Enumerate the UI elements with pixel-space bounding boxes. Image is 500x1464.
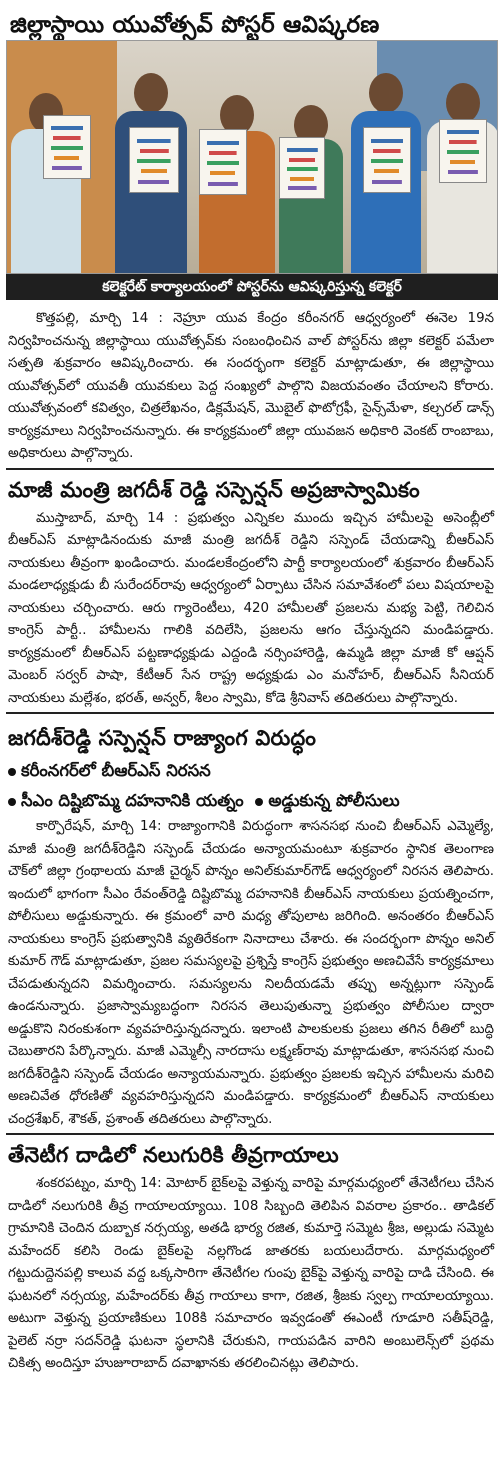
story1-photo <box>6 40 498 274</box>
story3-body: కార్పొరేషన్, మార్చి 14: రాజ్యాంగానికి విరుద్ధంగా శాసనసభ నుంచి బీఆర్‌ఎస్ ఎమ్మెల్యే, మాజీ మంత్రి జగదీశ్‌రెడ్డిని సస్పెండ్ చేయడం అన్యాయమంటూ శుక్రవారం స్థానిక తెలంగాణ చౌక్‌లో జిల్లా గ్రంథాలయ మాజీ చైర్మన్ పొన్నం అనిల్‌కుమార్‌గౌడ్ ఆధ్వర్యంలో నిరసన తెలిపారు. ఇందులో భాగంగా సీఎం రేవంత్‌రెడ్డి దిష్టిబొమ్మ దహనానికి బీఆర్‌ఎస్ నాయకులు ప్రయత్నించగా, పోలీసులు అడ్డుకున్నారు. ఈ క్రమంలో వారి మధ్య తోపులాట జరిగింది. అనంతరం బీఆర్‌ఎస్ నాయకులు కాంగ్రెస్ ప్రభుత్వానికి వ్యతిరేకంగా నినాదాలు చేశారు. ఈ సందర్భంగా పొన్నం అనిల్ కుమార్ గౌడ్ మాట్లాడుతూ, ప్రజల సమస్యలపై ప్రశ్నిస్తే కాంగ్రెస్ ప్రభుత్వం అణచివేసే కార్యక్రమాలు చేపడుతున్నదని విమర్శించారు. సమస్యలను నిలదీయడమే తప్పు అన్నట్లుగా సస్పెండ్ ఉండనున్నారు. ప్రజాస్వామ్యబద్ధంగా నిరసన తెలుపుతున్నా ప్రభుత్వం పోలీసుల ద్వారా అడ్డుకొని నిరంకుశంగా వ్యవహరిస్తున్నదన్నారు. ఇలాంటి పాలకులకు ప్రజలు తగిన రీతిలో బుద్ధి చెబుతారని పేర్కొన్నారు. మాజీ ఎమ్మెల్సీ నారదాసు లక్ష్మణ్‌రావు మాట్లాడుతూ, శాసనసభ నుంచి జగదీశ్‌రెడ్డిని సస్పెండ్ చేయడం అన్యాయమన్నారు. ప్రభుత్వం ప్రజలకు ఇచ్చిన హామీలను మరిచి అణచివేత ధోరణితో వ్యవహరిస్తున్నదని మండిపడ్డారు. కార్యక్రమంలో బీఆర్‌ఎస్ నాయకులు చంద్రశేఖర్, శౌకత్, ప్రశాంత్ తదితరులు పాల్గొన్నారు. <box>8 819 494 1127</box>
photo-poster <box>363 127 411 193</box>
photo-poster <box>129 127 179 193</box>
story2-body: ముస్తాబాద్, మార్చి 14 : ప్రభుత్వం ఎన్నికల ముందు ఇచ్చిన హామీలపై అసెంబ్లీలో బీఆర్‌ఎస్ మాట్లాడినందుకు మాజీ మంత్రి జగదీశ్ రెడ్డిని సస్పెండ్ చేయడాన్ని బీఆర్‌ఎస్ నాయకులు తీవ్రంగా ఖండించారు. మండలకేంద్రంలోని పార్టీ కార్యాలయంలో శుక్రవారం బీఆర్‌ఎస్ మండలాధ్యక్షుడు బీ సురేందర్‌రావు ఆధ్వర్యంలో ఏర్పాటు చేసిన సమావేశంలో పలు విషయాలపై నాయకులు చర్చించారు. ఆరు గ్యారెంటీలు, 420 హామీలతో ప్రజలను మభ్య పెట్టి, గెలిచిన కాంగ్రెస్ పార్టీ.. హామీలను గాలికి వదిలేసి, ప్రజలను ఆగం చేస్తున్నదని మండిపడ్డారు. కార్యక్రమంలో బీఆర్‌ఎస్ పట్టణాధ్యక్షుడు ఎద్దండి నర్సింహారెడ్డి, ఉమ్మడి జిల్లా మాజీ కో ఆప్షన్ మెంబర్ సర్వర్ పాషా, కేటీఆర్ సేన రాష్ట్ర అధ్యక్షుడు ఎం మనోహర్, బీఆర్‌ఎస్ సీనియర్ నాయకులు మల్లేశం, భరత్, అన్వర్, శీలం స్వామి, కోడె శ్రీనివాస్ తదితరులు పాల్గొన్నారు. <box>8 510 494 706</box>
story3-headline: జగదీశ్‌రెడ్డి సస్పెన్షన్ రాజ్యాంగ విరుద్ధం <box>8 726 317 750</box>
story4-body: శంకరపట్నం, మార్చి 14: మోటార్ బైక్‌లపై వెళ్తున్న వారిపై మార్గమధ్యంలో తేనెటీగలు చేసిన దాడిలో నలుగురికి తీవ్ర గాయాలయ్యాయి. 108 సిబ్బంది తెలిపిన వివరాల ప్రకారం.. తాడికల్ గ్రామానికి చెందిన దుబ్బాక నర్సయ్య, అతడి భార్య రజిత, కుమార్తె సమ్మెట శ్రీజ, అల్లుడు సమ్మెట మహేందర్ కలిసి రెండు బైక్‌లపై నల్లగొండ జాతరకు బయలుదేరారు. మార్గమధ్యంలో గట్టుదుద్దెనపల్లి కాలువ వద్ద ఒక్కసారిగా తేనెటీగల గుంపు బైక్‌పై వెళ్తున్న వారిపై దాడి చేసింది. ఈ ఘటనలో నర్సయ్య, మహేందర్‌కు తీవ్ర గాయాలు కాగా, రజిత, శ్రీజకు స్వల్ప గాయాలయ్యాయి. అటుగా వెళ్తున్న ప్రయాణికులు 108కి సమాచారం ఇవ్వడంతో ఈఎంటీ గూడూరి సతీష్‌రెడ్డి, పైలెట్ నర్రా సదన్‌రెడ్డి ఘటనా స్థలానికి చేరుకుని, గాయపడిన వారిని అంబులెన్స్‌లో ప్రథమ చికిత్స అందిస్తూ హుజూరాబాద్ దవాఖానకు తరలించినట్లు తెలిపారు. <box>8 1176 494 1371</box>
bullet-dot-icon <box>255 798 263 806</box>
bullet-dot-icon <box>8 768 16 776</box>
story2-headline: మాజీ మంత్రి జగదీశ్ రెడ్డి సస్పెన్షన్ అప్రజాస్వామికం <box>8 477 420 502</box>
story3-subhead-text: అడ్డుకున్న పోలీసులు <box>268 791 400 810</box>
story3-subhead-text: కరీంనగర్‌లో బీఆర్‌ఎస్ నిరసన <box>21 761 211 780</box>
story3-subhead-2 <box>0 786 500 816</box>
photo-poster <box>279 137 325 199</box>
story-divider <box>6 712 494 714</box>
bullet-dot-icon <box>8 798 16 806</box>
photo-poster <box>199 129 247 195</box>
story1-headline: జిల్లాస్థాయి యువోత్సవ్ పోస్టర్ ఆవిష్కరణ <box>10 12 380 38</box>
story1-photo-caption: కలెక్టరేట్ కార్యాలయంలో పోస్టర్‌ను ఆవిష్కరిస్తున్న కలెక్టర్ <box>6 274 498 300</box>
story1-body: కొత్తపల్లి, మార్చి 14 : నెహ్రూ యువ కేంద్రం కరీంనగర్ ఆధ్వర్యంలో ఈనెల 19న నిర్వహించనున్న జిల్లాస్థాయి యువోత్సవ్‌కు సంబంధించిన వాల్ పోస్టర్‌ను జిల్లా కలెక్టర్ పమేలా సత్పతి శుక్రవారం ఆవిష్కరించారు. ఈ సందర్భంగా కలెక్టర్ మాట్లాడుతూ, ఈ జిల్లాస్థాయి యువోత్సవ్‌లో యువతీ యువకులు పెద్ద సంఖ్యలో పాల్గొని విజయవంతం చేయాలని కోరారు. యువోత్సవంలో కవిత్వం, చిత్రలేఖనం, డిక్లమేషన్, మొబైల్ ఫొటోగ్రఫీ, సైన్స్‌మేళా, కల్చరల్ డాన్స్ కార్యక్రమాలు నిర్వహించనున్నారు. ఈ కార్యక్రమంలో జిల్లా యువజన అధికారి వెంకట్ రాంబాబు, అధికారులు పాల్గొన్నారు. <box>8 311 494 461</box>
photo-poster <box>43 115 91 179</box>
photo-poster <box>439 119 487 183</box>
story3-subhead-1 <box>0 756 500 786</box>
story4-headline: తేనెటీగ దాడిలో నలుగురికి తీవ్రగాయాలు <box>8 1143 339 1167</box>
story3-subhead-text: సీఎం దిష్టిబొమ్మ దహనానికి యత్నం <box>21 791 244 810</box>
